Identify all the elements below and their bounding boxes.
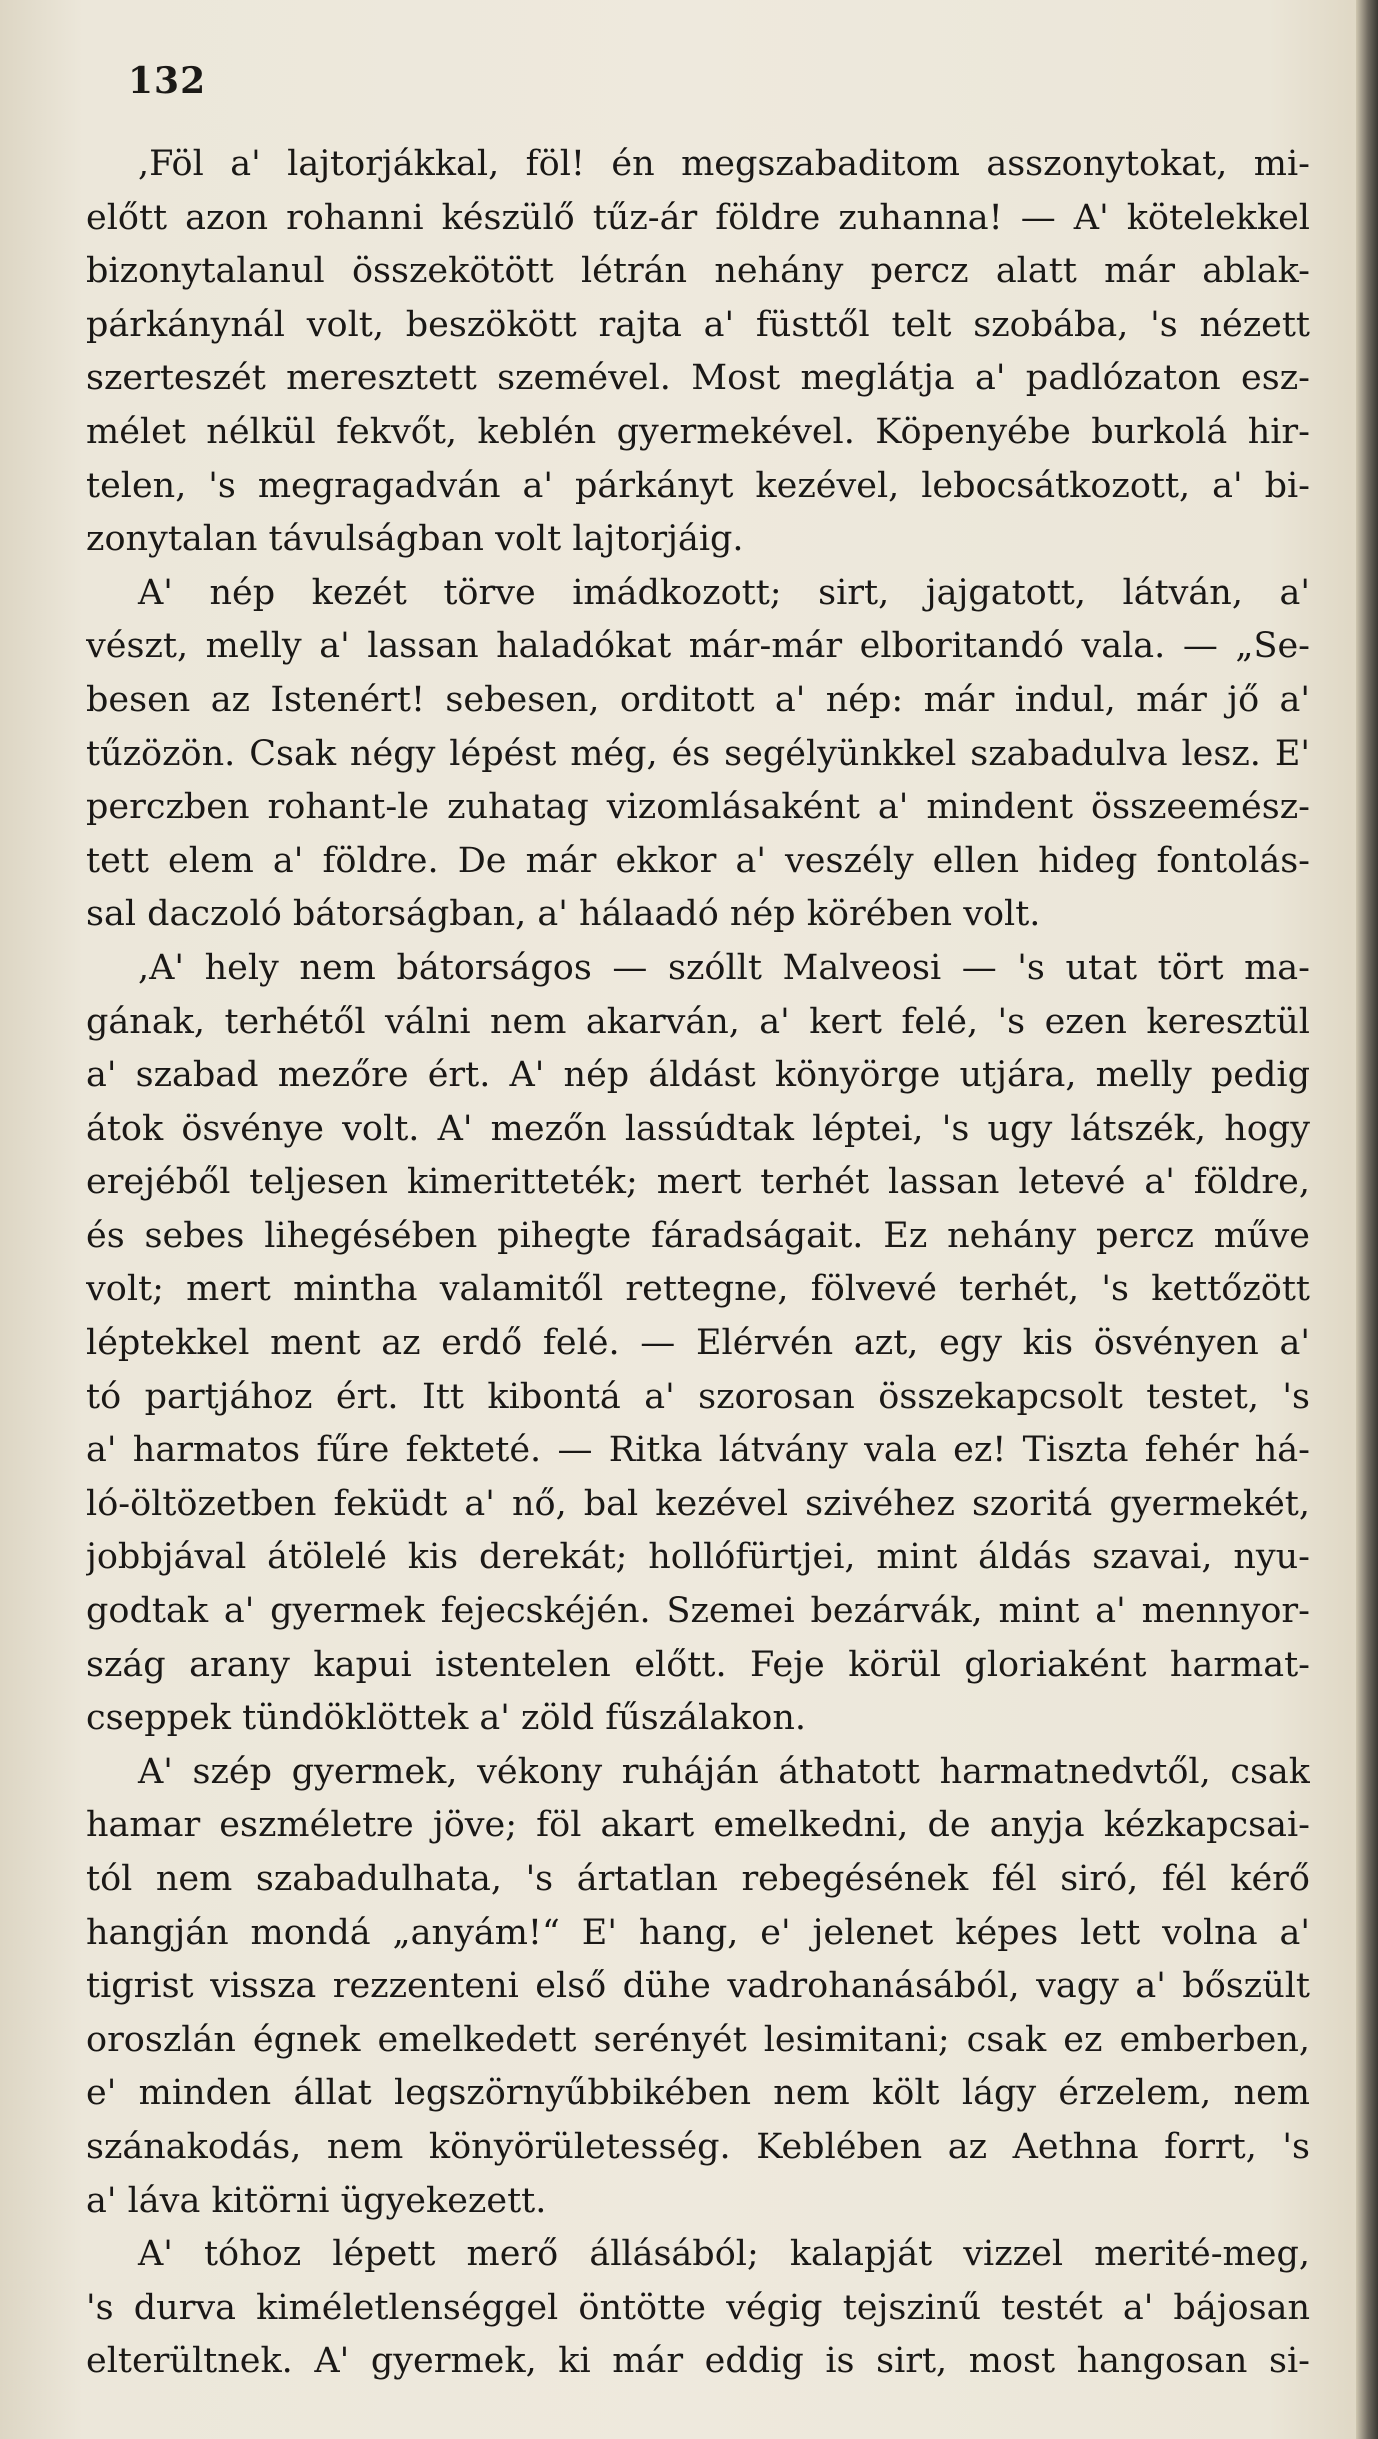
text-line: bizonytalanul összekötött létrán nehány percz alatt már ablak- <box>86 251 1310 292</box>
text-line: tigrist vissza rezzenteni első dühe vadrohanásából, vagy a' bőszült <box>86 1966 1310 2007</box>
text-line: szerteszét meresztett szemével. Most meglátja a' padlózaton esz- <box>86 358 1310 399</box>
paragraph <box>86 138 1310 567</box>
text-line: volt; mert mintha valamitől rettegne, fölvevé terhét, 's kettőzött <box>86 1269 1310 1310</box>
text-line: tűzözön. Csak négy lépést még, és segélyünkkel szabadulva lesz. E' <box>86 733 1310 774</box>
text-line: besen az Istenért! sebesen, orditott a' nép: már indul, már jő a' <box>86 679 1310 720</box>
text-line: A' szép gyermek, vékony ruháján áthatott harmatnedvtől, csak <box>138 1751 1310 1792</box>
text-line: hamar eszméletre jöve; föl akart emelkedni, de anyja kézkapcsai- <box>86 1805 1310 1846</box>
text-line: tól nem szabadulhata, 's ártatlan rebegésének fél siró, fél kérő <box>86 1859 1310 1899</box>
text-line: párkánynál volt, beszökött rajta a' füsttől telt szobába, 's nézett <box>86 304 1310 345</box>
text-line: a' szabad mezőre ért. A' nép áldást könyörge utjára, melly pedig <box>86 1055 1310 1096</box>
text-line: ló-öltözetben feküdt a' nő, bal kezével szivéhez szoritá gyermekét, <box>86 1483 1310 1524</box>
text-line: godtak a' gyermek fejecskéjén. Szemei bezárvák, mint a' mennyor- <box>86 1591 1310 1632</box>
text-line: szág arany kapui istentelen előtt. Feje körül gloriaként harmat- <box>86 1644 1310 1685</box>
text-line: A' nép kezét törve imádkozott; sirt, jajgatott, látván, a' <box>138 572 1310 613</box>
text-body <box>86 138 1310 2389</box>
page-binding-edge <box>1356 0 1378 2439</box>
text-line: zonytalan távulságban volt lajtorjáig. <box>86 519 744 560</box>
page-number: 132 <box>128 60 207 102</box>
text-line: oroszlán égnek emelkedett serényét lesimitani; csak ez emberben, <box>86 2019 1310 2060</box>
text-line: A' tóhoz lépett merő állásából; kalapját vizzel merité-meg, <box>138 2234 1310 2275</box>
text-line: léptekkel ment az erdő felé. — Elérvén azt, egy kis ösvényen a' <box>86 1323 1310 1364</box>
text-line: telen, 's megragadván a' párkányt kezével, lebocsátkozott, a' bi- <box>86 465 1310 506</box>
paragraph <box>86 942 1310 1746</box>
text-line: ,Föl a' lajtorjákkal, föl! én megszabaditom asszonytokat, mi- <box>138 144 1310 184</box>
text-line: jobbjával átölelé kis derekát; hollófürtjei, mint áldás szavai, nyu- <box>86 1537 1310 1578</box>
paragraph <box>86 567 1310 942</box>
text-line: erejéből teljesen kimeritteték; mert terhét lassan letevé a' földre, <box>86 1162 1310 1203</box>
text-line: elterültnek. A' gyermek, ki már eddig is sirt, most hangosan si- <box>86 2341 1310 2382</box>
text-line: tett elem a' földre. De már ekkor a' veszély ellen hideg fontolás- <box>86 840 1310 881</box>
text-line: átok ösvénye volt. A' mezőn lassúdtak léptei, 's ugy látszék, hogy <box>86 1108 1310 1149</box>
text-line: vészt, melly a' lassan haladókat már-már elboritandó vala. — „Se- <box>86 626 1310 667</box>
text-line: cseppek tündöklöttek a' zöld fűszálakon. <box>86 1698 807 1739</box>
text-line: ,A' hely nem bátorságos — szóllt Malveosi — 's utat tört ma- <box>138 947 1310 988</box>
text-line: sal daczoló bátorságban, a' hálaadó nép körében volt. <box>86 894 1041 935</box>
text-line: mélet nélkül fekvőt, keblén gyermekével. Köpenyébe burkolá hir- <box>86 411 1310 452</box>
text-line: perczben rohant-le zuhatag vizomlásaként a' mindent összeemész- <box>86 787 1310 828</box>
text-line: hangján mondá „anyám!“ E' hang, e' jelenet képes lett volna a' <box>86 1912 1310 1953</box>
text-line: és sebes lihegésében pihegte fáradságait. Ez nehány percz műve <box>86 1215 1310 1256</box>
text-line: szánakodás, nem könyörületesség. Keblében az Aethna forrt, 's <box>86 2126 1310 2167</box>
text-line: tó partjához ért. Itt kibontá a' szorosan összekapcsolt testet, 's <box>86 1376 1310 1417</box>
text-line: a' harmatos fűre fekteté. — Ritka látvány vala ez! Tiszta fehér há- <box>86 1430 1310 1471</box>
text-line: gának, terhétől válni nem akarván, a' kert felé, 's ezen keresztül <box>86 1001 1310 1042</box>
text-line: 's durva kiméletlenséggel öntötte végig tejszinű testét a' bájosan <box>86 2287 1310 2328</box>
text-line: e' minden állat legszörnyűbbikében nem költ lágy érzelem, nem <box>86 2073 1310 2114</box>
text-line: előtt azon rohanni készülő tűz-ár földre zuhanna! — A' kötelekkel <box>86 197 1310 238</box>
paragraph <box>86 2228 1310 2389</box>
text-line: a' láva kitörni ügyekezett. <box>86 2180 547 2221</box>
paragraph <box>86 1746 1310 2228</box>
